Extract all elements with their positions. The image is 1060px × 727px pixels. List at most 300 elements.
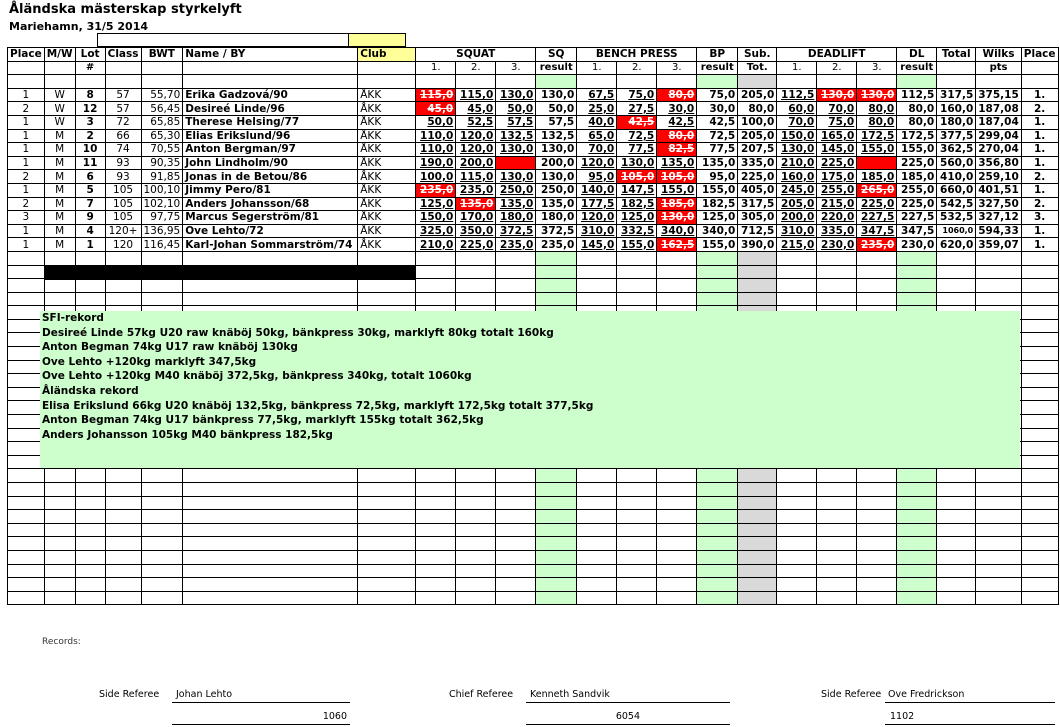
attempt-cell: 150,0 <box>416 211 456 225</box>
attempt-cell: 80,0 <box>657 88 697 102</box>
lot-cell: 4 <box>75 224 105 238</box>
subtotal-cell: 305,0 <box>738 211 777 225</box>
bp-result-cell: 77,5 <box>697 143 738 157</box>
attempt-cell: 60,0 <box>777 102 817 116</box>
sq-header: SQ <box>536 48 577 62</box>
mw-cell: W <box>44 115 75 129</box>
side-referee-1-label: Side Referee <box>99 689 160 700</box>
side-referee-2-line <box>885 702 1055 703</box>
sq-result-cell: 130,0 <box>536 143 577 157</box>
bp-result-cell: 135,0 <box>697 156 738 170</box>
bwt-cell: 70,55 <box>141 143 183 157</box>
attempt-cell <box>857 156 897 170</box>
page-title: Åländska mästerskap styrkelyft <box>9 2 242 17</box>
mw-cell: M <box>44 183 75 197</box>
sq-result-cell: 250,0 <box>536 183 577 197</box>
lot-cell: 1 <box>75 238 105 252</box>
place-cell: 1 <box>8 156 45 170</box>
table-row <box>8 129 1059 143</box>
sq-result-cell: 200,0 <box>536 156 577 170</box>
table-row <box>8 211 1059 225</box>
bp-result-header: result <box>697 61 738 75</box>
wilks-cell: 356,80 <box>976 156 1022 170</box>
sq-result-cell: 372,5 <box>536 224 577 238</box>
club-cell: ÅKK <box>358 224 416 238</box>
wilks-cell: 187,08 <box>976 102 1022 116</box>
attempt-cell: 70,0 <box>777 115 817 129</box>
bwt-cell: 56,45 <box>141 102 183 116</box>
lot-cell: 3 <box>75 115 105 129</box>
place-result-cell: 2. <box>1021 102 1058 116</box>
attempt-cell: 67,5 <box>577 88 617 102</box>
attempt-cell: 172,5 <box>857 129 897 143</box>
attempt-cell: 140,0 <box>577 183 617 197</box>
empty-row <box>8 469 1059 483</box>
attempt-cell: 125,0 <box>617 211 657 225</box>
attempt-cell: 182,5 <box>617 197 657 211</box>
attempt-cell: 75,0 <box>817 115 857 129</box>
place-header: Place <box>8 48 45 62</box>
lot-cell: 11 <box>75 156 105 170</box>
attempt-cell: 135,0 <box>456 197 496 211</box>
name-cell: Anton Bergman/97 <box>183 143 358 157</box>
place-result-cell: 2. <box>1021 197 1058 211</box>
empty-row <box>8 537 1059 551</box>
attempt-cell: 235,0 <box>456 183 496 197</box>
subtotal-cell: 100,0 <box>738 115 777 129</box>
name-cell: Therese Helsing/77 <box>183 115 358 129</box>
name-cell: Elias Erikslund/96 <box>183 129 358 143</box>
attempt-cell: 120,0 <box>577 211 617 225</box>
dl-result-cell: 347,5 <box>897 224 937 238</box>
attempt-cell: 215,0 <box>777 238 817 252</box>
chief-referee-label: Chief Referee <box>449 689 514 700</box>
attempt-cell: 120,0 <box>456 129 496 143</box>
wilks-cell: 327,12 <box>976 211 1022 225</box>
bwt-cell: 100,10 <box>141 183 183 197</box>
attempt-cell: 52,5 <box>456 115 496 129</box>
mw-cell: W <box>44 102 75 116</box>
attempt-cell: 115,0 <box>416 88 456 102</box>
attempt-cell: 115,0 <box>456 170 496 184</box>
attempt-cell: 132,5 <box>496 129 536 143</box>
attempt-cell: 112,5 <box>777 88 817 102</box>
wilks-header: Wilks <box>976 48 1022 62</box>
attempt-cell: 185,0 <box>857 170 897 184</box>
bwt-cell: 65,85 <box>141 115 183 129</box>
table-row <box>8 170 1059 184</box>
squat-header: SQUAT <box>416 48 536 62</box>
total-cell: 317,5 <box>937 88 976 102</box>
mw-cell: M <box>44 238 75 252</box>
sq-result-cell: 135,0 <box>536 197 577 211</box>
place-result-cell: 1. <box>1021 183 1058 197</box>
attempt-cell: 372,5 <box>496 224 536 238</box>
sq-result-cell: 235,0 <box>536 238 577 252</box>
name-header: Name / BY <box>183 48 358 62</box>
attempt-cell: 130,0 <box>817 88 857 102</box>
bp-result-cell: 95,0 <box>697 170 738 184</box>
wilks-cell: 359,07 <box>976 238 1022 252</box>
attempt-cell: 200,0 <box>456 156 496 170</box>
attempt-cell: 42,5 <box>617 115 657 129</box>
deadlift-attempt-1-header: 1. <box>777 61 817 75</box>
empty-row <box>8 292 1059 306</box>
subtotal-cell: 712,5 <box>738 224 777 238</box>
bp-result-cell: 75,0 <box>697 88 738 102</box>
club-cell: ÅKK <box>358 102 416 116</box>
records-label: Records: <box>42 637 81 647</box>
attempt-cell: 130,0 <box>777 143 817 157</box>
attempt-cell: 135,0 <box>657 156 697 170</box>
dl-result-cell: 155,0 <box>897 143 937 157</box>
attempt-cell: 225,0 <box>817 156 857 170</box>
wilks-cell: 299,04 <box>976 129 1022 143</box>
mw-cell: M <box>44 211 75 225</box>
bwt-cell: 116,45 <box>141 238 183 252</box>
attempt-cell: 80,0 <box>857 115 897 129</box>
attempt-cell: 120,0 <box>456 143 496 157</box>
dl-result-cell: 80,0 <box>897 115 937 129</box>
attempt-cell: 332,5 <box>617 224 657 238</box>
attempt-cell: 70,0 <box>817 102 857 116</box>
bwt-cell: 136,95 <box>141 224 183 238</box>
subtotal-cell: 205,0 <box>738 88 777 102</box>
class-cell: 93 <box>105 156 141 170</box>
table-row <box>8 224 1059 238</box>
attempt-cell: 210,0 <box>416 238 456 252</box>
total-cell: 660,0 <box>937 183 976 197</box>
club-cell: ÅKK <box>358 197 416 211</box>
sq-result-cell: 50,0 <box>536 102 577 116</box>
class-cell: 66 <box>105 129 141 143</box>
subtotal-cell: 207,5 <box>738 143 777 157</box>
subtotal-cell: 205,0 <box>738 129 777 143</box>
place-cell: 1 <box>8 115 45 129</box>
class-cell: 120+ <box>105 224 141 238</box>
lot-cell: 9 <box>75 211 105 225</box>
attempt-cell: 42,5 <box>657 115 697 129</box>
lot-cell: 2 <box>75 129 105 143</box>
attempt-cell: 72,5 <box>617 129 657 143</box>
empty-row <box>8 279 1059 293</box>
attempt-cell: 30,0 <box>657 102 697 116</box>
attempt-cell: 347,5 <box>857 224 897 238</box>
attempt-cell: 340,0 <box>657 224 697 238</box>
attempt-cell: 180,0 <box>496 211 536 225</box>
place-cell: 1 <box>8 238 45 252</box>
club-header-highlight <box>348 33 406 47</box>
wilks-cell: 270,04 <box>976 143 1022 157</box>
bwt-cell: 102,10 <box>141 197 183 211</box>
note-line: Desireé Linde 57kg U20 raw knäböj 50kg, bänkpress 30kg, marklyft 80kg totalt 160kg <box>42 326 554 339</box>
note-line: Elisa Erikslund 66kg U20 knäböj 132,5kg, bänkpress 72,5kg, marklyft 172,5kg totalt 377,5kg <box>42 399 594 412</box>
mw-cell: M <box>44 170 75 184</box>
total-cell: 377,5 <box>937 129 976 143</box>
sq-result-cell: 57,5 <box>536 115 577 129</box>
attempt-cell: 110,0 <box>416 143 456 157</box>
note-line: Åländska rekord <box>42 384 139 397</box>
lot-cell: 12 <box>75 102 105 116</box>
attempt-cell: 255,0 <box>817 183 857 197</box>
bp-result-cell: 155,0 <box>697 183 738 197</box>
total-cell: 532,5 <box>937 211 976 225</box>
attempt-cell: 125,0 <box>416 197 456 211</box>
empty-row <box>8 496 1059 510</box>
side-referee-2-line-2 <box>885 724 1055 725</box>
spacer-row <box>8 75 1059 89</box>
empty-row <box>8 564 1059 578</box>
wilks-pts-header: pts <box>976 61 1022 75</box>
club-cell: ÅKK <box>358 156 416 170</box>
name-cell: Erika Gadzová/90 <box>183 88 358 102</box>
header-box <box>97 33 348 47</box>
place-cell: 2 <box>8 102 45 116</box>
side-referee-1-line <box>172 702 350 703</box>
attempt-cell: 80,0 <box>857 102 897 116</box>
attempt-cell: 220,0 <box>817 211 857 225</box>
place-cell: 1 <box>8 129 45 143</box>
place-result-cell: 2. <box>1021 170 1058 184</box>
attempt-cell: 100,0 <box>416 170 456 184</box>
empty-row <box>8 251 1059 265</box>
place-result-cell: 1. <box>1021 129 1058 143</box>
club-cell: ÅKK <box>358 170 416 184</box>
attempt-cell: 135,0 <box>496 197 536 211</box>
class-cell: 57 <box>105 102 141 116</box>
attempt-cell: 105,0 <box>617 170 657 184</box>
name-cell: John Lindholm/90 <box>183 156 358 170</box>
dl-result-cell: 255,0 <box>897 183 937 197</box>
table-row <box>8 115 1059 129</box>
attempt-cell: 150,0 <box>777 129 817 143</box>
total-cell: 180,0 <box>937 115 976 129</box>
empty-row <box>8 265 1059 279</box>
attempt-cell: 65,0 <box>577 129 617 143</box>
mw-cell: M <box>44 156 75 170</box>
empty-row <box>8 578 1059 592</box>
sq-result-cell: 130,0 <box>536 88 577 102</box>
attempt-cell: 185,0 <box>657 197 697 211</box>
attempt-cell: 70,0 <box>577 143 617 157</box>
name-cell: Jimmy Pero/81 <box>183 183 358 197</box>
sq-result-header: result <box>536 61 577 75</box>
class-cell: 93 <box>105 170 141 184</box>
attempt-cell: 115,0 <box>456 88 496 102</box>
place2-header: Place <box>1021 48 1058 62</box>
mw-cell: M <box>44 143 75 157</box>
attempt-cell: 110,0 <box>416 129 456 143</box>
bwt-header: BWT <box>141 48 183 62</box>
side-referee-1-line-2 <box>172 724 350 725</box>
sq-result-cell: 132,5 <box>536 129 577 143</box>
dl-result-cell: 227,5 <box>897 211 937 225</box>
class-cell: 72 <box>105 115 141 129</box>
class-cell: 105 <box>105 197 141 211</box>
attempt-cell: 130,0 <box>657 211 697 225</box>
subtotal-cell: 390,0 <box>738 238 777 252</box>
attempt-cell: 155,0 <box>857 143 897 157</box>
empty-row <box>8 510 1059 524</box>
subtotal-cell: 335,0 <box>738 156 777 170</box>
club-cell: ÅKK <box>358 88 416 102</box>
attempt-cell: 177,5 <box>577 197 617 211</box>
side-referee-2-number: 1102 <box>890 711 915 722</box>
total-cell: 362,5 <box>937 143 976 157</box>
table-row <box>8 143 1059 157</box>
attempt-cell: 325,0 <box>416 224 456 238</box>
lot-cell: 7 <box>75 197 105 211</box>
attempt-cell: 205,0 <box>777 197 817 211</box>
name-cell: Anders Johansson/68 <box>183 197 358 211</box>
empty-row <box>8 550 1059 564</box>
place-result-cell: 1. <box>1021 88 1058 102</box>
club-cell: ÅKK <box>358 115 416 129</box>
attempt-cell <box>496 156 536 170</box>
attempt-cell: 130,0 <box>496 88 536 102</box>
total-cell: 560,0 <box>937 156 976 170</box>
attempt-cell: 27,5 <box>617 102 657 116</box>
attempt-cell: 50,0 <box>496 102 536 116</box>
side-referee-1-number: 1060 <box>322 711 347 722</box>
header-row-2 <box>8 61 1059 75</box>
header-row-1 <box>8 48 1059 62</box>
deadlift-attempt-3-header: 3. <box>857 61 897 75</box>
dl-result-cell: 172,5 <box>897 129 937 143</box>
bp-result-cell: 42,5 <box>697 115 738 129</box>
attempt-cell: 95,0 <box>577 170 617 184</box>
attempt-cell: 230,0 <box>817 238 857 252</box>
attempt-cell: 162,5 <box>657 238 697 252</box>
club-cell: ÅKK <box>358 129 416 143</box>
attempt-cell: 145,0 <box>577 238 617 252</box>
squat-attempt-3-header: 3. <box>496 61 536 75</box>
attempt-cell: 130,0 <box>496 170 536 184</box>
bp-header: BP <box>697 48 738 62</box>
bwt-cell: 55,70 <box>141 88 183 102</box>
lot-cell: 5 <box>75 183 105 197</box>
wilks-cell: 259,10 <box>976 170 1022 184</box>
table-row <box>8 156 1059 170</box>
deadlift-header: DEADLIFT <box>777 48 897 62</box>
attempt-cell: 120,0 <box>577 156 617 170</box>
chief-referee-line <box>526 702 730 703</box>
chief-referee-line-2 <box>526 724 730 725</box>
table-row <box>8 183 1059 197</box>
bench-header: BENCH PRESS <box>577 48 697 62</box>
dl-result-cell: 185,0 <box>897 170 937 184</box>
class-cell: 120 <box>105 238 141 252</box>
name-cell: Ove Lehto/72 <box>183 224 358 238</box>
mw-cell: M <box>44 129 75 143</box>
attempt-cell: 50,0 <box>416 115 456 129</box>
dl-result-cell: 230,0 <box>897 238 937 252</box>
lot-header: Lot <box>75 48 105 62</box>
club-cell: ÅKK <box>358 238 416 252</box>
attempt-cell: 155,0 <box>657 183 697 197</box>
place-result-cell: 1. <box>1021 115 1058 129</box>
wilks-cell: 187,04 <box>976 115 1022 129</box>
attempt-cell: 210,0 <box>777 156 817 170</box>
wilks-cell: 327,50 <box>976 197 1022 211</box>
bp-result-cell: 182,5 <box>697 197 738 211</box>
bwt-cell: 65,30 <box>141 129 183 143</box>
side-referee-2-label: Side Referee <box>821 689 882 700</box>
club-cell: ÅKK <box>358 143 416 157</box>
dl-header: DL <box>897 48 937 62</box>
note-line: Anders Johansson 105kg M40 bänkpress 182,5kg <box>42 428 333 441</box>
bp-result-cell: 125,0 <box>697 211 738 225</box>
class-cell: 105 <box>105 211 141 225</box>
place-result-cell: 1. <box>1021 224 1058 238</box>
attempt-cell: 235,0 <box>416 183 456 197</box>
attempt-cell: 25,0 <box>577 102 617 116</box>
class-cell: 105 <box>105 183 141 197</box>
subtotal-cell: 80,0 <box>738 102 777 116</box>
mw-cell: M <box>44 224 75 238</box>
attempt-cell: 350,0 <box>456 224 496 238</box>
name-cell: Karl-Johan Sommarström/74 <box>183 238 358 252</box>
attempt-cell: 310,0 <box>577 224 617 238</box>
attempt-cell: 57,5 <box>496 115 536 129</box>
dl-result-cell: 225,0 <box>897 156 937 170</box>
note-line: Ove Lehto +120kg marklyft 347,5kg <box>42 355 257 368</box>
class-header: Class <box>105 48 141 62</box>
subtotal-cell: 317,5 <box>738 197 777 211</box>
subtotal-cell: 225,0 <box>738 170 777 184</box>
attempt-cell: 200,0 <box>777 211 817 225</box>
attempt-cell: 245,0 <box>777 183 817 197</box>
sub-tot-header: Tot. <box>738 61 777 75</box>
wilks-cell: 375,15 <box>976 88 1022 102</box>
table-row <box>8 88 1059 102</box>
class-cell: 57 <box>105 88 141 102</box>
dl-result-cell: 80,0 <box>897 102 937 116</box>
attempt-cell: 105,0 <box>657 170 697 184</box>
bp-result-cell: 30,0 <box>697 102 738 116</box>
attempt-cell: 235,0 <box>857 238 897 252</box>
total-cell: 620,0 <box>937 238 976 252</box>
dl-result-cell: 225,0 <box>897 197 937 211</box>
attempt-cell: 130,0 <box>857 88 897 102</box>
total-cell: 160,0 <box>937 102 976 116</box>
bench-attempt-3-header: 3. <box>657 61 697 75</box>
chief-referee-number: 6054 <box>615 711 640 722</box>
place-cell: 1 <box>8 183 45 197</box>
attempt-cell: 335,0 <box>817 224 857 238</box>
bp-result-cell: 72,5 <box>697 129 738 143</box>
subtotal-cell: 405,0 <box>738 183 777 197</box>
bp-result-cell: 155,0 <box>697 238 738 252</box>
wilks-cell: 594,33 <box>976 224 1022 238</box>
attempt-cell: 215,0 <box>817 197 857 211</box>
attempt-cell: 147,5 <box>617 183 657 197</box>
attempt-cell: 265,0 <box>857 183 897 197</box>
place-cell: 1 <box>8 224 45 238</box>
squat-attempt-2-header: 2. <box>456 61 496 75</box>
sq-result-cell: 130,0 <box>536 170 577 184</box>
note-line: Ove Lehto +120kg M40 knäböj 372,5kg, bänkpress 340kg, totalt 1060kg <box>42 370 472 383</box>
dl-result-cell: 112,5 <box>897 88 937 102</box>
class-cell: 74 <box>105 143 141 157</box>
chief-referee-name: Kenneth Sandvik <box>530 689 610 700</box>
attempt-cell: 155,0 <box>617 238 657 252</box>
place-cell: 2 <box>8 197 45 211</box>
empty-row <box>8 523 1059 537</box>
total-cell: 1060,0 <box>937 224 976 238</box>
attempt-cell: 130,0 <box>496 143 536 157</box>
mw-cell: W <box>44 88 75 102</box>
